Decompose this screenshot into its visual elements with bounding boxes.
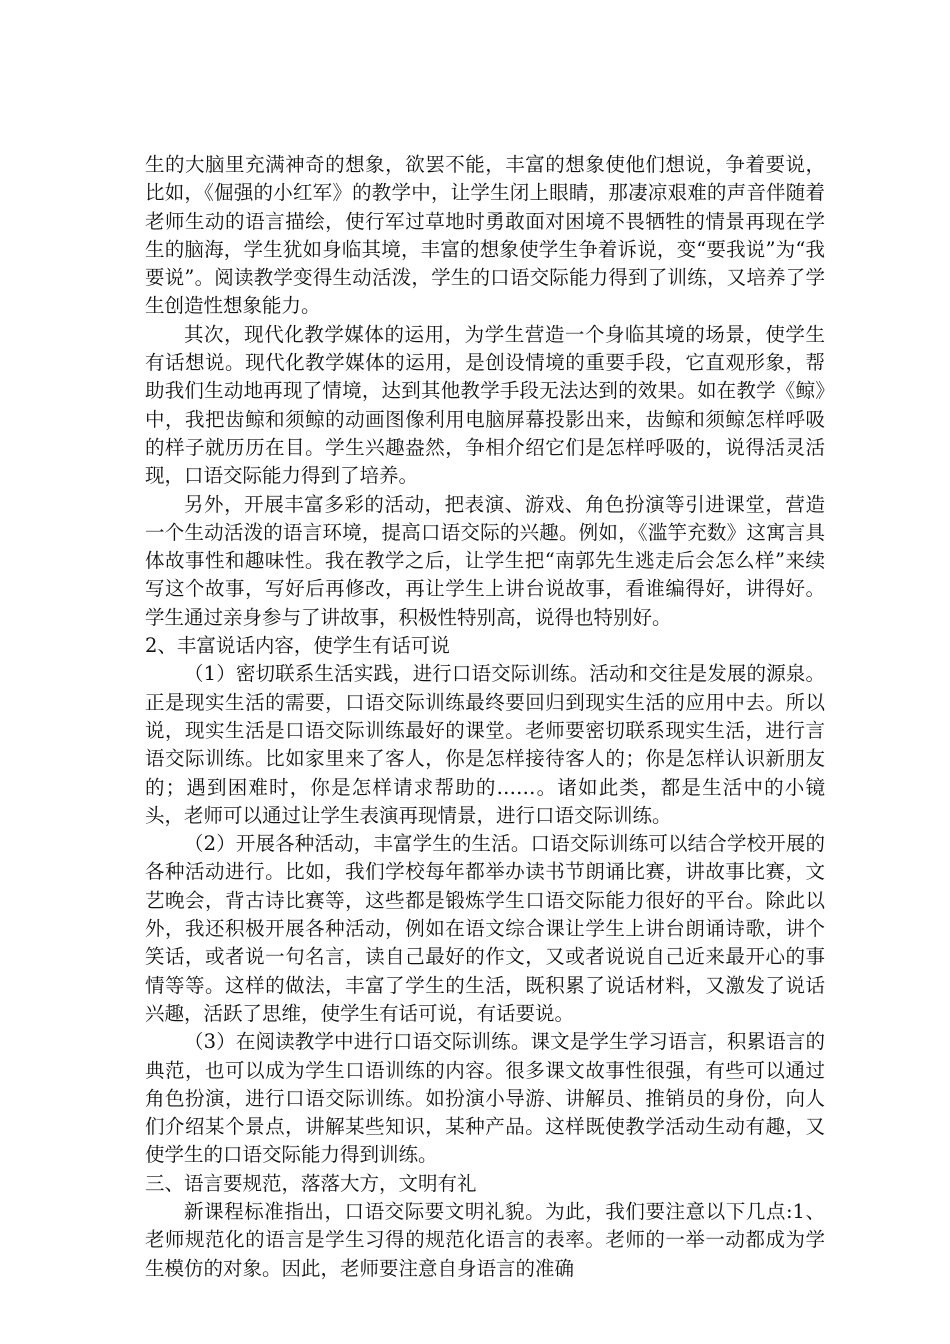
paragraph-imagination: 生的大脑里充满神奇的想象，欲罢不能，丰富的想象使他们想说，争着要说，比如，《倔强的小红军》的教学中，让学生闭上眼睛，那凄凉艰难的声音伴随着老师生动的语言描绘，使行军过草地时勇敢面对困境不畏牺牲的情景再现在学生的脑海，学生犹如身临其境，丰富的想象使学生争着诉说，变“要我说”为“我要说”。阅读教学变得生动活泼，学生的口语交际能力得到了训练，又培养了学生创造性想象能力。 bbox=[145, 153, 825, 318]
paragraph-standards: 新课程标准指出，口语交际要文明礼貌。为此，我们要注意以下几点:1、老师规范化的语言是学生习得的规范化语言的表率。老师的一举一动都成为学生模仿的对象。因此，老师要注意自身语言的准确 bbox=[145, 1199, 825, 1280]
paragraph-activities: 另外，开展丰富多彩的活动，把表演、游戏、角色扮演等引进课堂，营造一个生动活泼的语言环境，提高口语交际的兴趣。例如，《滥竽充数》这寓言具体故事性和趣味性。我在教学之后，让学生把“南郭先生逃走后会怎么样”来续写这个故事，写好后再修改，再让学生上讲台说故事，看谁编得好，讲得好。学生通过亲身参与了讲故事，积极性特别高，说得也特别好。 bbox=[145, 492, 825, 629]
section-heading-3: 三、语言要规范，落落大方，文明有礼 bbox=[145, 1171, 477, 1195]
paragraph-various-activities: （2）开展各种活动，丰富学生的生活。口语交际训练可以结合学校开展的各种活动进行。比如，我们学校每年都举办读书节朗诵比赛，讲故事比赛，文艺晚会，背古诗比赛等，这些都是锻炼学生口语交际能力很好的平台。除此以外，我还积极开展各种活动，例如在语文综合课让学生上讲台朗诵诗歌，讲个笑话，或者说一句名言，读自己最好的作文，又或者说说自己近来最开心的事情等等。这样的做法，丰富了学生的生活，既积累了说话材料，又激发了说话兴趣，活跃了思维，使学生有话可说，有话要说。 bbox=[145, 832, 825, 1025]
document-body bbox=[145, 151, 825, 1283]
paragraph-life-practice: （1）密切联系生活实践，进行口语交际训练。活动和交往是发展的源泉。正是现实生活的需要，口语交际训练最终要回归到现实生活的应用中去。所以说，现实生活是口语交际训练最好的课堂。老师要密切联系现实生活，进行言语交际训练。比如家里来了客人，你是怎样接待客人的；你是怎样认识新朋友的；遇到困难时，你是怎样请求帮助的……。诸如此类，都是生活中的小镜头，老师可以通过让学生表演再现情景，进行口语交际训练。 bbox=[145, 662, 825, 827]
section-heading-2: 2、丰富说话内容，使学生有话可说 bbox=[145, 634, 450, 658]
paragraph-multimedia: 其次，现代化教学媒体的运用，为学生营造一个身临其境的场景，使学生有话想说。现代化教学媒体的运用，是创设情境的重要手段，它直观形象，帮助我们生动地再现了情境，达到其他教学手段无法达到的效果。如在教学《鲸》中，我把齿鲸和须鲸的动画图像利用电脑屏幕投影出来，齿鲸和须鲸怎样呼吸的样子就历历在目。学生兴趣盎然，争相介绍它们是怎样呼吸的，说得活灵活现，口语交际能力得到了培养。 bbox=[145, 322, 825, 488]
paragraph-reading-teaching: （3）在阅读教学中进行口语交际训练。课文是学生学习语言，积累语言的典范，也可以成为学生口语训练的内容。很多课文故事性很强，有些可以通过角色扮演，进行口语交际训练。如扮演小导游、讲解员、推销员的身份，向人们介绍某个景点，讲解某些知识，某种产品。这样既使教学活动生动有趣，又使学生的口语交际能力得到训练。 bbox=[145, 1030, 825, 1167]
